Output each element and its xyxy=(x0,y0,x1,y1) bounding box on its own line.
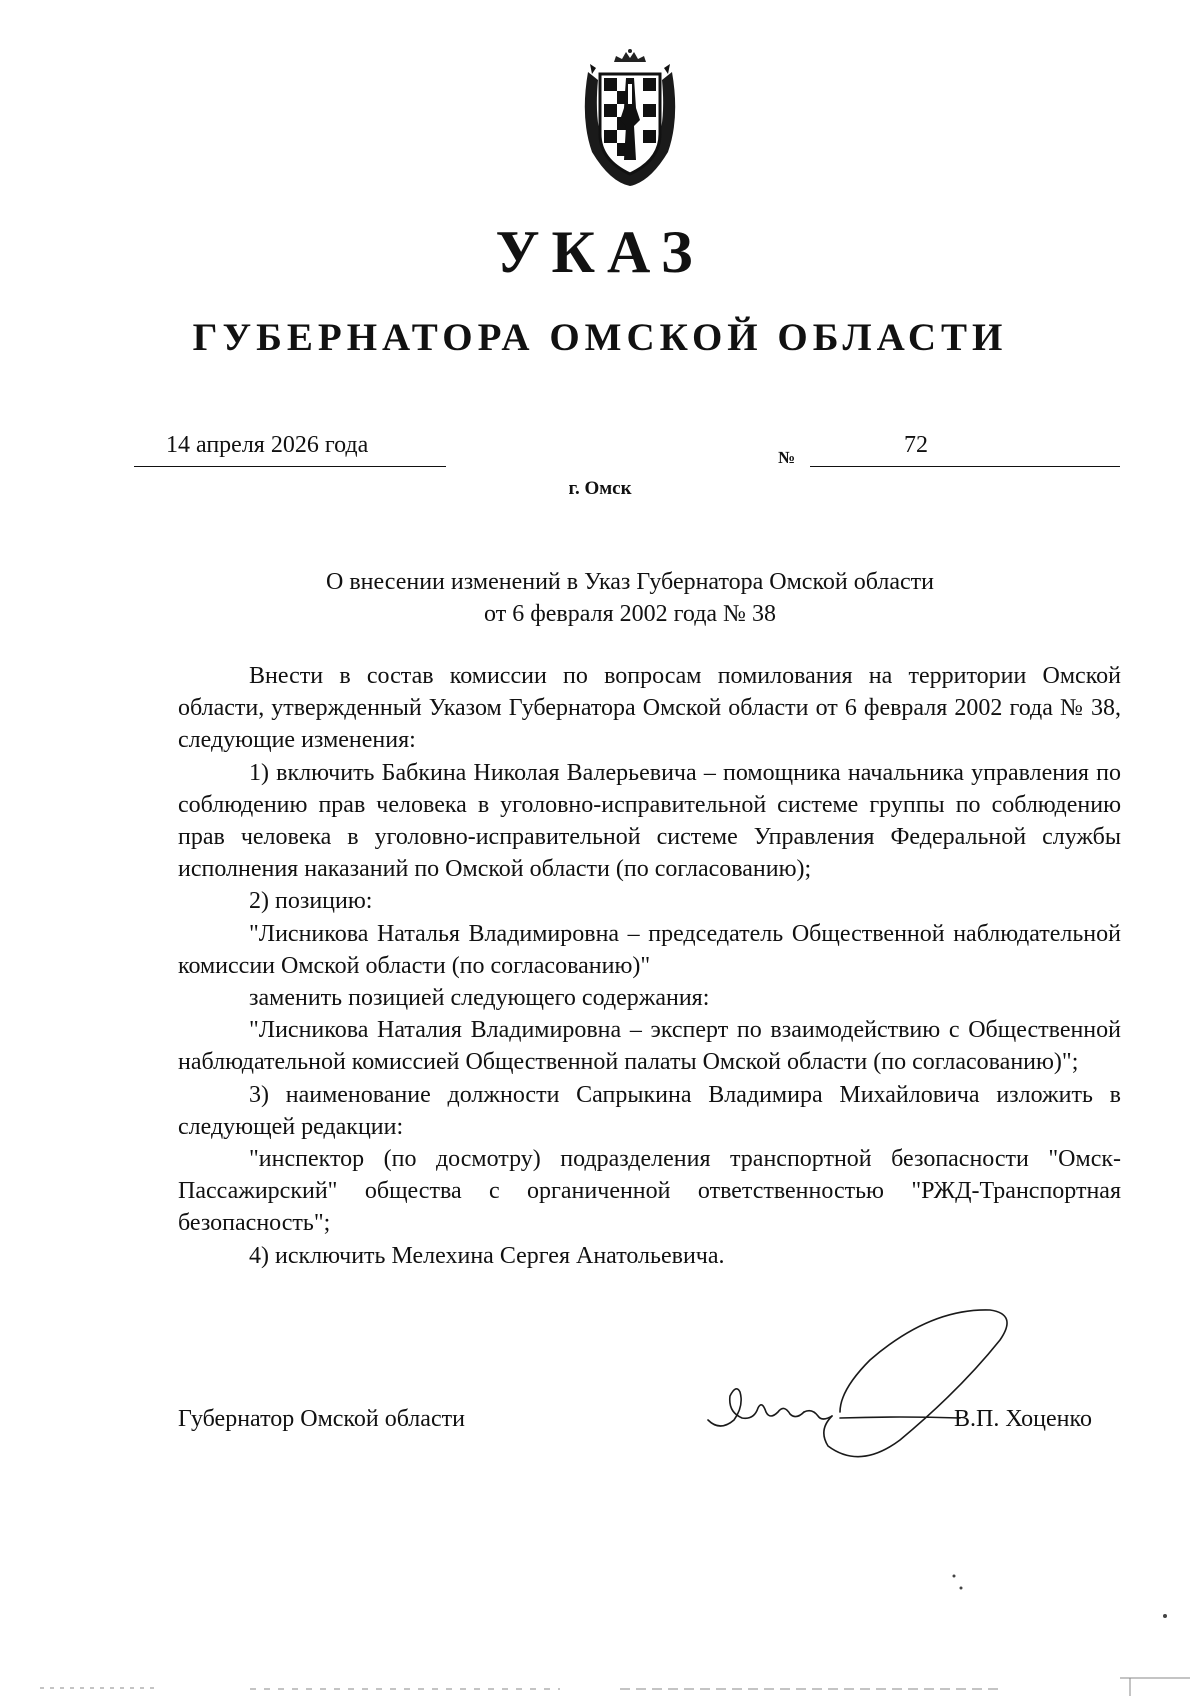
number-field xyxy=(810,430,1120,467)
decree-number: 72 xyxy=(904,432,928,458)
decree-date: 14 апреля 2026 года xyxy=(166,432,369,458)
body-paragraph: "Лисникова Наталия Владимировна – эксперт по взаимодействию с Общественной наблюдательной комиссией Общественной палаты Омской области (по согласованию)"; xyxy=(178,1017,1121,1076)
body-paragraph: 4) исключить Мелехина Сергея Анатольевича. xyxy=(249,1242,725,1269)
body-paragraph: 1) включить Бабкина Николая Валерьевича – помощника начальника управления по соблюдению прав человека в уголовно-исправительной системе группы по соблюдению прав человека в уголовно-исправительной системе Управления Федеральной службы исполнения наказаний по Омской области (по согласованию); xyxy=(178,759,1121,883)
handwritten-signature xyxy=(700,1300,1070,1460)
signatory-role: Губернатор Омской области xyxy=(178,1406,465,1432)
issuer-title: ГУБЕРНАТОРА ОМСКОЙ ОБЛАСТИ xyxy=(192,316,1008,359)
document-type-title: УКАЗ xyxy=(495,219,705,285)
body-paragraph: 3) наименование должности Сапрыкина Владимира Михайловича изложить в следующей редакции: xyxy=(178,1081,1121,1140)
body-paragraph: 2) позицию: xyxy=(249,888,373,915)
body-paragraph: "Лисникова Наталья Владимировна – председатель Общественной наблюдательной комиссии Омской области (по согласованию)" xyxy=(178,920,1121,979)
body-paragraph: заменить позицией следующего содержания: xyxy=(249,985,710,1012)
document-body xyxy=(178,660,1121,1272)
document-heading xyxy=(180,566,1080,630)
body-paragraph: Внести в состав комиссии по вопросам помилования на территории Омской области, утвержденный Указом Губернатора Омской области от 6 февраля 2002 года № 38, следующие изменения: xyxy=(178,663,1121,754)
city-label: г. Омск xyxy=(568,478,632,499)
signatory-name: В.П. Хоценко xyxy=(954,1406,1092,1432)
body-paragraph: "инспектор (по досмотру) подразделения транспортной безопасности "Омск-Пассажирский" общества с органиченной ответственностью "РЖД-Транспортная безопасность"; xyxy=(178,1146,1121,1237)
number-label: № xyxy=(778,448,796,467)
heading-line: О внесении изменений в Указ Губернатора Омской области xyxy=(326,569,934,595)
heading-line: от 6 февраля 2002 года № 38 xyxy=(484,601,776,627)
date-field xyxy=(134,430,446,467)
coat-of-arms-emblem xyxy=(570,48,690,188)
